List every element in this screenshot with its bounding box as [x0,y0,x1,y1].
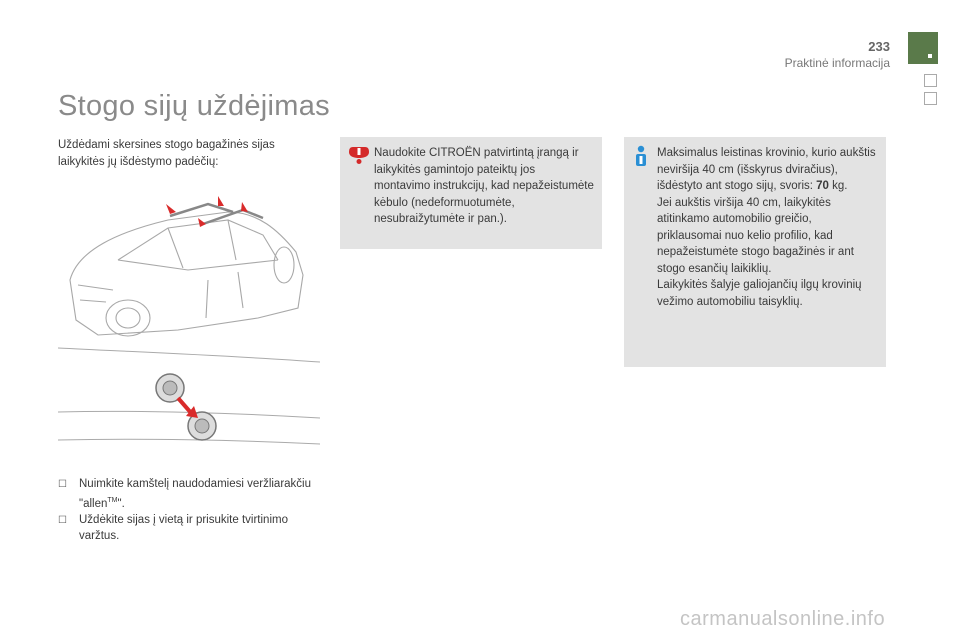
section-title: Praktinė informacija [784,56,890,70]
list-item: ☐ Nuimkite kamštelį naudodamiesi veržliarakčiu "allen™". [58,476,318,512]
steps-list [58,476,318,545]
list-item: ☐ Uždėkite sijas į vietą ir prisukite tvirtinimo varžtus. [58,512,318,545]
warning-box [340,137,602,249]
info-weight-text: Maksimalus leistinas krovinio, kurio aukštis neviršija 40 cm (išskyrus dviračius), išdėstyto ant stogo sijų, svoris: 70 kg. [657,147,876,192]
intro-text: Uždėdami skersines stogo bagažinės sijas laikykitės jų išdėstymo padėčių: [58,139,275,168]
info-speed-text: Jei aukštis viršija 40 cm, laikykitės atitinkamo automobilio greičio, priklausomai nuo kelio profilio, kad nepažeistumėte stogo bagažinės ir ant stogo esančių laikiklių. [657,196,854,275]
info-icon [633,145,649,167]
weight-value: 70 [816,180,829,192]
warning-text: Naudokite CITROËN patvirtintą įrangą ir laikykitės gamintojo pateiktų jos montavimo instrukcijų, kad nepažeistumėte kėbulo (nedeformuotumėte, nesubraižytumėte ir pan.). [374,147,594,225]
watermark: carmanualsonline.info [680,608,886,630]
page-number: 233 [868,39,890,54]
car-illustration [70,212,303,336]
info-regulations-text: Laikykitės šalyje galiojančių ilgų krovinių vežimo automobiliu taisyklių. [657,279,862,308]
cap-detail [156,374,216,440]
page-title: Stogo sijų uždėjimas [58,90,330,122]
warning-icon [349,145,369,165]
checkbox-bullet-icon: ☐ [58,514,67,526]
chapter-tab[interactable] [908,32,938,64]
info-box [624,137,886,367]
nav-square-2[interactable] [924,92,937,105]
nav-square-1[interactable] [924,74,937,87]
illustration [58,190,320,455]
tab-marker [928,54,932,58]
checkbox-bullet-icon: ☐ [58,479,67,490]
